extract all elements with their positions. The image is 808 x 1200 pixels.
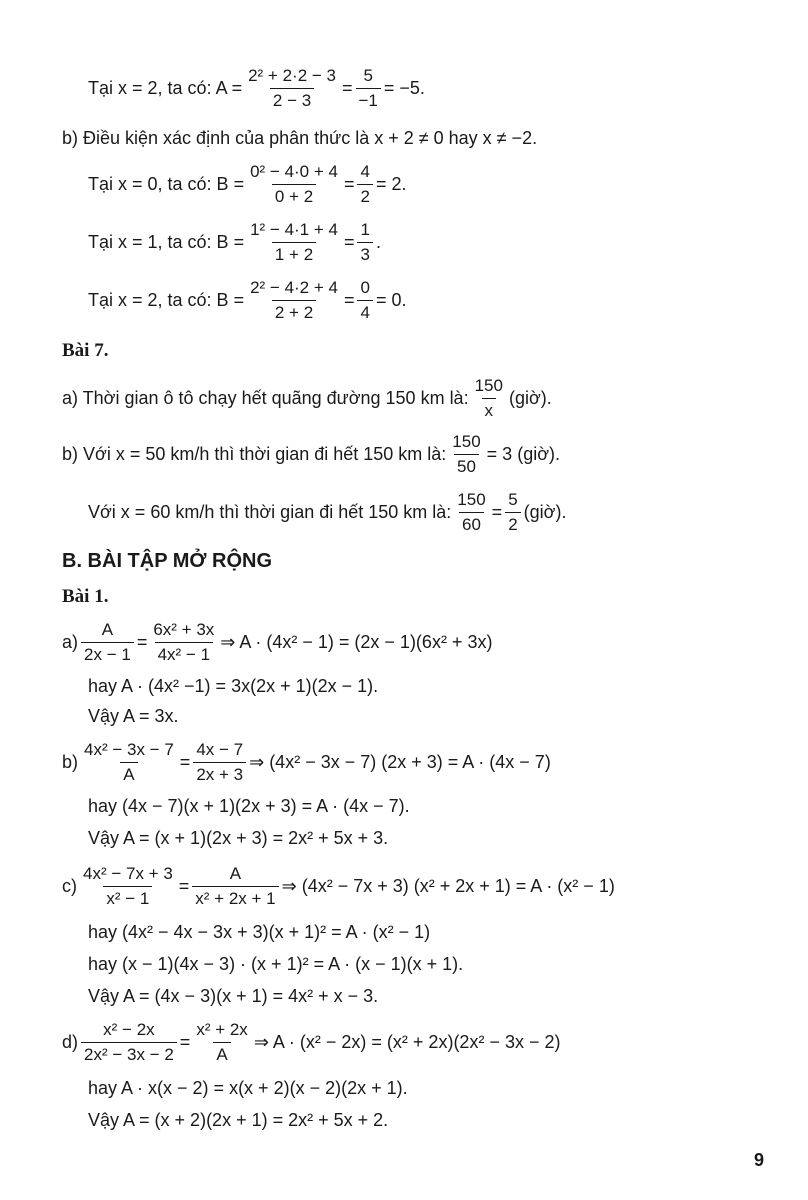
equals: = <box>179 752 191 772</box>
numerator: 1² − 4·1 + 4 <box>250 220 338 239</box>
fraction <box>192 864 278 909</box>
fraction <box>454 490 488 535</box>
part-label: c) <box>62 876 77 896</box>
numerator: 4x² − 7x + 3 <box>83 864 173 883</box>
fraction <box>357 278 372 323</box>
fraction <box>81 620 134 665</box>
fraction <box>193 1020 251 1065</box>
fraction <box>245 66 339 111</box>
denominator: 2x + 3 <box>193 762 246 785</box>
line-7c <box>88 490 808 535</box>
denominator: 4 <box>357 300 372 323</box>
fraction <box>247 162 341 207</box>
part-c-equation <box>62 864 808 909</box>
numerator: 5 <box>363 66 373 85</box>
text: Tại x = 0, ta có: B = <box>88 174 245 194</box>
text: Tại x = 1, ta có: B = <box>88 232 245 252</box>
numerator: A <box>229 864 242 883</box>
section-title: B. BÀI TẬP MỞ RỘNG <box>62 550 273 572</box>
text: Với x = 60 km/h thì thời gian đi hết 150 km là: <box>88 502 452 522</box>
part-a-line3 <box>88 706 808 727</box>
section-b-heading <box>62 550 808 573</box>
numerator: 1 <box>360 220 370 239</box>
text: Vậy A = (x + 2)(2x + 1) = 2x² + 5x + 2. <box>88 1110 389 1130</box>
part-a-equation <box>62 620 808 665</box>
text: ⇒ (4x² − 7x + 3) (x² + 2x + 1) = A · (x² − 1) <box>281 876 615 896</box>
text: Tại x = 2, ta có: A = <box>88 78 243 98</box>
denominator: 2 + 2 <box>272 300 316 323</box>
numerator: 150 <box>452 432 481 451</box>
text: ⇒ (4x² − 3x − 7) (2x + 3) = A · (4x − 7) <box>249 752 551 772</box>
part-c-line2 <box>88 922 808 943</box>
text: hay A · x(x − 2) = x(x + 2)(x − 2)(2x + 1). <box>88 1078 408 1098</box>
denominator: x² − 1 <box>103 886 152 909</box>
text: b) Điều kiện xác định của phân thức là x + 2 ≠ 0 hay x ≠ −2. <box>62 128 538 148</box>
fraction <box>356 66 381 111</box>
text: Tại x = 2, ta có: B = <box>88 290 245 310</box>
page-number: 9 <box>753 1150 764 1170</box>
numerator: 5 <box>508 490 518 509</box>
part-c-line4 <box>88 986 808 1007</box>
equals: = <box>343 290 355 310</box>
equals: = <box>343 174 355 194</box>
fraction <box>357 162 372 207</box>
fraction <box>449 432 483 477</box>
equals: = <box>491 502 503 522</box>
text: (giờ). <box>508 388 552 408</box>
denominator: 2 − 3 <box>270 88 314 111</box>
part-label: a) <box>62 632 79 652</box>
numerator: 4 <box>360 162 370 181</box>
fraction <box>81 1020 177 1065</box>
equals: = <box>341 78 353 98</box>
fraction <box>472 376 506 421</box>
numerator: 150 <box>474 376 503 395</box>
text: = 0. <box>375 290 407 310</box>
condition-line <box>62 128 808 149</box>
exercise-title: Bài 1. <box>62 586 109 607</box>
denominator: 0 + 2 <box>272 184 316 207</box>
denominator: 2x² − 3x − 2 <box>81 1042 177 1065</box>
numerator: 150 <box>457 490 486 509</box>
text: = 3 (giờ). <box>486 444 560 464</box>
numerator: A <box>101 620 114 639</box>
numerator: 0 <box>360 278 370 297</box>
fraction <box>357 220 372 265</box>
line-a-x2 <box>88 66 808 111</box>
fraction <box>81 740 177 785</box>
text: hay (4x² − 4x − 3x + 3)(x + 1)² = A · (x² − 1) <box>88 922 431 942</box>
text: = −5. <box>383 78 425 98</box>
part-d-line2 <box>88 1078 808 1099</box>
denominator: −1 <box>356 88 381 111</box>
fraction <box>505 490 520 535</box>
part-a-line2 <box>88 676 808 697</box>
denominator: x² + 2x + 1 <box>192 886 278 909</box>
denominator: x <box>482 398 497 421</box>
fraction <box>80 864 176 909</box>
line-7b <box>62 432 808 477</box>
fraction <box>247 220 341 265</box>
text: Vậy A = (x + 1)(2x + 3) = 2x² + 5x + 3. <box>88 828 389 848</box>
fraction <box>193 740 246 785</box>
text: (giờ). <box>523 502 567 522</box>
fraction <box>247 278 341 323</box>
text: . <box>375 232 381 252</box>
part-b-equation <box>62 740 808 785</box>
denominator: 50 <box>454 454 479 477</box>
text: ⇒ A · (4x² − 1) = (2x − 1)(6x² + 3x) <box>220 632 493 652</box>
line-b-x2 <box>88 278 808 323</box>
numerator: 6x² + 3x <box>153 620 215 639</box>
denominator: 2 <box>505 512 520 535</box>
equals: = <box>179 1032 191 1052</box>
part-label: b) <box>62 752 79 772</box>
text: ⇒ A · (x² − 2x) = (x² + 2x)(2x² − 3x − 2) <box>253 1032 561 1052</box>
part-b-line2 <box>88 796 808 817</box>
part-d-line3 <box>88 1110 808 1131</box>
numerator: 2² − 4·2 + 4 <box>250 278 338 297</box>
line-7a <box>62 376 808 421</box>
denominator: A <box>120 762 137 785</box>
text: b) Với x = 50 km/h thì thời gian đi hết 150 km là: <box>62 444 447 464</box>
denominator: 2x − 1 <box>81 642 134 665</box>
text: a) Thời gian ô tô chạy hết quãng đường 150 km là: <box>62 388 469 408</box>
numerator: 4x² − 3x − 7 <box>84 740 174 759</box>
heading-bai-1 <box>62 586 808 608</box>
denominator: A <box>213 1042 230 1065</box>
denominator: 60 <box>459 512 484 535</box>
part-label: d) <box>62 1032 79 1052</box>
denominator: 1 + 2 <box>272 242 316 265</box>
numerator: 0² − 4·0 + 4 <box>250 162 338 181</box>
equals: = <box>178 876 190 896</box>
fraction <box>150 620 217 665</box>
text: hay (x − 1)(4x − 3) · (x + 1)² = A · (x − 1)(x + 1). <box>88 954 464 974</box>
denominator: 2 <box>357 184 372 207</box>
text: Vậy A = (4x − 3)(x + 1) = 4x² + x − 3. <box>88 986 379 1006</box>
text: Vậy A = 3x. <box>88 706 179 726</box>
equals: = <box>136 632 148 652</box>
text: = 2. <box>375 174 407 194</box>
part-b-line3 <box>88 828 808 849</box>
numerator: 4x − 7 <box>196 740 244 759</box>
denominator: 3 <box>357 242 372 265</box>
equals: = <box>343 232 355 252</box>
denominator: 4x² − 1 <box>155 642 213 665</box>
part-d-equation <box>62 1020 808 1065</box>
heading-bai-7 <box>62 340 808 362</box>
line-b-x0 <box>88 162 808 207</box>
line-b-x1 <box>88 220 808 265</box>
exercise-title: Bài 7. <box>62 340 109 361</box>
numerator: 2² + 2·2 − 3 <box>248 66 336 85</box>
numerator: x² + 2x <box>196 1020 248 1039</box>
text: hay A · (4x² −1) = 3x(2x + 1)(2x − 1). <box>88 676 379 696</box>
numerator: x² − 2x <box>103 1020 155 1039</box>
text: hay (4x − 7)(x + 1)(2x + 3) = A · (4x − 7). <box>88 796 410 816</box>
part-c-line3 <box>88 954 808 975</box>
